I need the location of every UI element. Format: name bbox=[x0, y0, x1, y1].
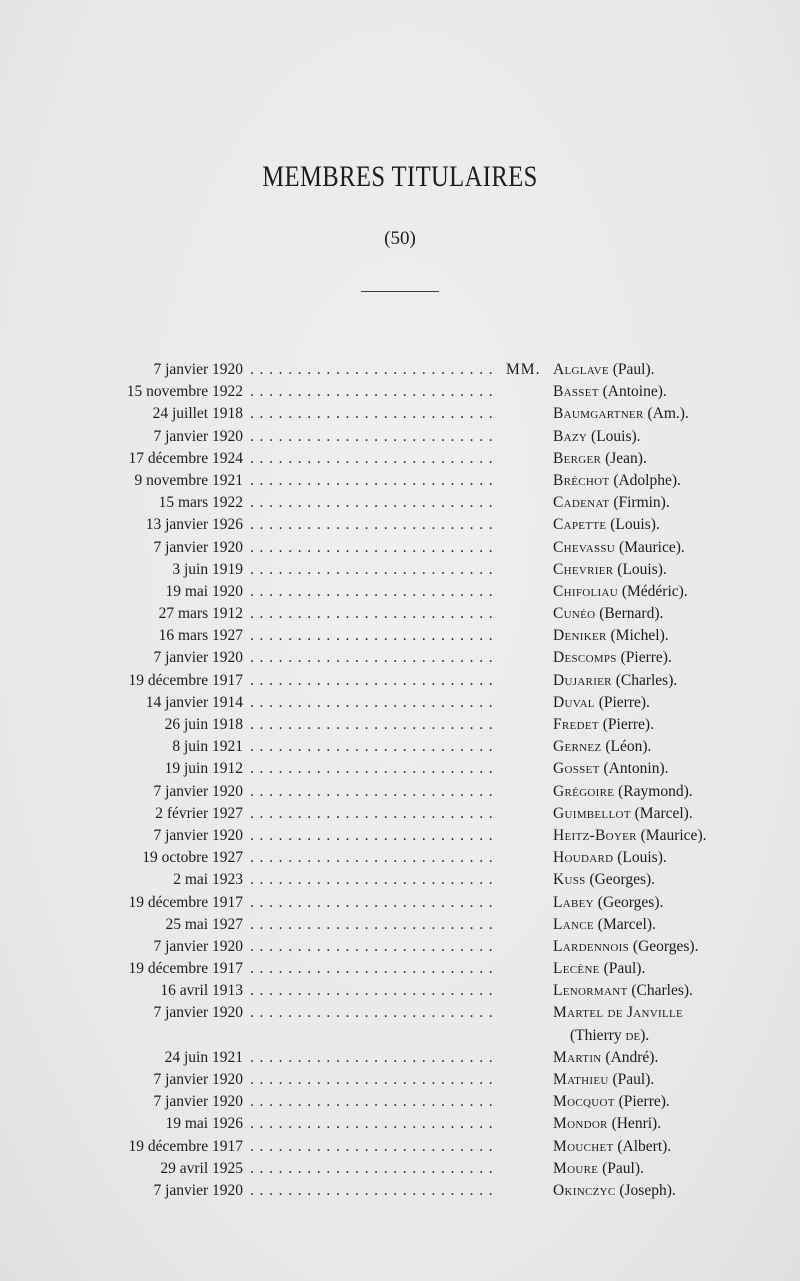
member-given-name: (Léon). bbox=[605, 738, 652, 756]
election-date: 8 juin 1921 bbox=[172, 738, 243, 756]
leader-dots bbox=[250, 914, 495, 936]
leader-dots bbox=[250, 869, 495, 891]
member-surname: Moure bbox=[553, 1159, 599, 1177]
election-date: 7 janvier 1920 bbox=[153, 1071, 243, 1088]
member-row bbox=[0, 647, 800, 669]
member-name bbox=[553, 403, 689, 425]
member-name bbox=[553, 958, 645, 980]
member-surname: Martin bbox=[553, 1048, 602, 1066]
member-name bbox=[553, 980, 693, 1002]
member-given-name: (Georges). bbox=[597, 893, 664, 911]
member-given-name: (Paul). bbox=[603, 960, 646, 978]
member-surname: Lenormant bbox=[553, 982, 628, 1000]
member-surname: Okinczyc bbox=[553, 1181, 616, 1199]
election-date: 7 janvier 1920 bbox=[153, 1093, 243, 1111]
member-name bbox=[553, 758, 669, 780]
member-row bbox=[0, 1069, 800, 1091]
member-row bbox=[0, 958, 800, 980]
member-surname: Grégoire bbox=[553, 782, 615, 800]
member-row bbox=[0, 1002, 800, 1044]
member-row bbox=[0, 448, 800, 470]
member-name bbox=[553, 781, 693, 803]
member-name bbox=[553, 714, 654, 736]
election-date: 3 juin 1919 bbox=[172, 560, 243, 578]
member-name bbox=[553, 625, 669, 647]
member-name bbox=[553, 470, 681, 492]
member-name bbox=[553, 603, 663, 625]
member-given-name: (Pierre). bbox=[602, 716, 654, 733]
member-given-name: (Charles). bbox=[615, 671, 678, 689]
leader-dots bbox=[250, 1091, 495, 1113]
member-row bbox=[0, 470, 800, 492]
member-name bbox=[553, 936, 698, 958]
member-given-name: (Michel). bbox=[610, 627, 669, 645]
member-row bbox=[0, 381, 800, 403]
election-date: 16 mars 1927 bbox=[158, 627, 243, 645]
election-date: 24 juillet 1918 bbox=[152, 405, 243, 423]
leader-dots bbox=[250, 1136, 495, 1158]
leader-dots bbox=[250, 1002, 495, 1024]
member-name bbox=[553, 492, 670, 514]
member-given-name: (Firmin). bbox=[613, 494, 670, 512]
member-given-name: (Maurice). bbox=[618, 538, 685, 556]
member-name bbox=[553, 914, 656, 936]
election-date: 7 janvier 1920 bbox=[153, 1181, 243, 1199]
member-given-name: (Henri). bbox=[611, 1115, 662, 1133]
member-row bbox=[0, 892, 800, 914]
member-row bbox=[0, 803, 800, 825]
member-name bbox=[553, 1047, 658, 1069]
member-name bbox=[553, 1091, 670, 1113]
election-date: 26 juin 1918 bbox=[164, 716, 243, 733]
member-name bbox=[553, 1113, 661, 1135]
member-given-name: (Adolphe). bbox=[613, 471, 681, 489]
election-date: 7 janvier 1920 bbox=[153, 826, 243, 844]
member-surname: Labey bbox=[553, 893, 594, 911]
member-surname: Chevrier bbox=[553, 560, 614, 578]
election-date: 19 décembre 1917 bbox=[128, 1137, 243, 1155]
member-name bbox=[553, 892, 663, 914]
member-surname: Basset bbox=[553, 383, 599, 401]
member-row bbox=[0, 492, 800, 514]
member-name bbox=[553, 1002, 683, 1024]
election-date: 25 mai 1927 bbox=[165, 915, 243, 933]
member-name bbox=[553, 537, 685, 559]
member-row bbox=[0, 1180, 800, 1202]
member-given-name: (Jean). bbox=[605, 449, 647, 467]
member-surname: Baumgartner bbox=[553, 405, 644, 423]
member-name bbox=[553, 692, 650, 714]
leader-dots bbox=[250, 514, 495, 536]
election-date: 7 janvier 1920 bbox=[153, 427, 243, 445]
member-given-name: (Paul). bbox=[602, 1159, 644, 1177]
leader-dots bbox=[250, 603, 495, 625]
member-given-name: (Marcel). bbox=[634, 804, 693, 822]
member-row bbox=[0, 847, 800, 869]
member-row bbox=[0, 670, 800, 692]
divider-rule bbox=[361, 291, 439, 292]
member-row bbox=[0, 914, 800, 936]
leader-dots bbox=[250, 736, 495, 758]
member-surname: Mathieu bbox=[553, 1071, 609, 1088]
election-date: 24 juin 1921 bbox=[164, 1048, 243, 1066]
member-given-name: (Pierre). bbox=[618, 1093, 670, 1111]
election-date: 13 janvier 1926 bbox=[145, 516, 243, 534]
member-given-name: (Médéric). bbox=[621, 582, 688, 600]
leader-dots bbox=[250, 803, 495, 825]
leader-dots bbox=[250, 492, 495, 514]
member-surname: Duval bbox=[553, 693, 595, 711]
member-row bbox=[0, 625, 800, 647]
leader-dots bbox=[250, 1047, 495, 1069]
member-given-name: (Albert). bbox=[617, 1137, 672, 1155]
election-date: 7 janvier 1920 bbox=[153, 782, 243, 800]
leader-dots bbox=[250, 892, 495, 914]
member-name bbox=[553, 381, 667, 403]
election-date: 19 décembre 1917 bbox=[128, 893, 243, 911]
leader-dots bbox=[250, 537, 495, 559]
leader-dots bbox=[250, 714, 495, 736]
member-surname: Chevassu bbox=[553, 538, 616, 556]
member-row bbox=[0, 736, 800, 758]
member-name bbox=[553, 1069, 654, 1091]
leader-dots bbox=[250, 980, 495, 1002]
member-row bbox=[0, 692, 800, 714]
member-given-name: (Antoine). bbox=[602, 383, 667, 401]
member-row bbox=[0, 825, 800, 847]
leader-dots bbox=[250, 1069, 495, 1091]
leader-dots bbox=[250, 781, 495, 803]
member-surname: Descomps bbox=[553, 649, 617, 667]
member-surname: Cadenat bbox=[553, 494, 610, 512]
member-surname: Cunéo bbox=[553, 605, 596, 623]
member-name bbox=[553, 448, 647, 470]
member-name bbox=[553, 803, 693, 825]
member-given-name: (Am.). bbox=[647, 405, 689, 423]
member-surname: Bazy bbox=[553, 427, 588, 445]
member-surname: Gernez bbox=[553, 738, 602, 756]
member-given-name: (Marcel). bbox=[597, 915, 656, 933]
member-given-name: (Charles). bbox=[631, 982, 693, 1000]
member-given-name: (Pierre). bbox=[598, 693, 650, 711]
leader-dots bbox=[250, 448, 495, 470]
member-given-name: (Antonin). bbox=[603, 760, 669, 778]
member-row bbox=[0, 537, 800, 559]
member-surname: Gosset bbox=[553, 760, 600, 778]
member-row bbox=[0, 1047, 800, 1069]
member-name bbox=[553, 359, 655, 381]
member-surname: Houdard bbox=[553, 849, 614, 867]
member-row bbox=[0, 781, 800, 803]
continuation-end: ). bbox=[640, 1026, 650, 1044]
election-date: 19 décembre 1917 bbox=[128, 671, 243, 689]
member-row bbox=[0, 758, 800, 780]
leader-dots bbox=[250, 825, 495, 847]
member-name bbox=[553, 1180, 676, 1202]
member-surname: Dujarier bbox=[553, 671, 612, 689]
election-date: 2 février 1927 bbox=[155, 804, 243, 822]
leader-dots bbox=[250, 1158, 495, 1180]
leader-dots bbox=[250, 559, 495, 581]
member-row bbox=[0, 403, 800, 425]
election-date: 17 décembre 1924 bbox=[128, 449, 243, 467]
member-name bbox=[553, 647, 672, 669]
member-row bbox=[0, 581, 800, 603]
member-name bbox=[553, 670, 677, 692]
member-surname: Mondor bbox=[553, 1115, 608, 1133]
member-given-name: (Maurice). bbox=[640, 826, 707, 844]
member-name bbox=[553, 847, 667, 869]
election-date: 9 novembre 1921 bbox=[134, 471, 243, 489]
leader-dots bbox=[250, 426, 495, 448]
election-date: 19 octobre 1927 bbox=[142, 849, 243, 867]
member-row bbox=[0, 1136, 800, 1158]
page-title: MEMBRES TITULAIRES bbox=[262, 160, 538, 193]
election-date: 19 mai 1926 bbox=[165, 1115, 243, 1133]
member-row bbox=[0, 869, 800, 891]
member-name bbox=[553, 559, 667, 581]
leader-dots bbox=[250, 1113, 495, 1135]
leader-dots bbox=[250, 470, 495, 492]
member-given-name: (Paul). bbox=[612, 361, 655, 378]
election-date: 7 janvier 1920 bbox=[153, 937, 243, 955]
leader-dots bbox=[250, 958, 495, 980]
leader-dots bbox=[250, 359, 495, 381]
member-row bbox=[0, 514, 800, 536]
election-date: 16 avril 1913 bbox=[160, 982, 243, 1000]
member-row bbox=[0, 1091, 800, 1113]
member-given-name: (André). bbox=[605, 1048, 659, 1066]
member-given-name: (Louis). bbox=[610, 516, 660, 534]
election-date: 19 décembre 1917 bbox=[128, 960, 243, 978]
member-surname: Alglave bbox=[553, 361, 609, 378]
member-given-name: (Georges). bbox=[589, 871, 656, 889]
member-surname: Chifoliau bbox=[553, 582, 618, 600]
members-list bbox=[0, 359, 800, 1202]
election-date: 15 mars 1922 bbox=[158, 494, 243, 512]
member-row bbox=[0, 936, 800, 958]
member-given-name: (Louis). bbox=[617, 560, 667, 578]
election-date: 2 mai 1923 bbox=[173, 871, 243, 889]
member-surname: Fredet bbox=[553, 716, 599, 733]
member-name bbox=[553, 581, 688, 603]
member-name bbox=[553, 514, 660, 536]
member-name-continuation bbox=[570, 1025, 649, 1047]
member-row bbox=[0, 714, 800, 736]
leader-dots bbox=[250, 403, 495, 425]
member-given-name: (Louis). bbox=[617, 849, 667, 867]
member-name bbox=[553, 1158, 644, 1180]
member-name bbox=[553, 869, 655, 891]
leader-dots bbox=[250, 381, 495, 403]
continuation-spacer bbox=[0, 1025, 800, 1047]
member-surname: Lecène bbox=[553, 960, 600, 978]
member-name bbox=[553, 426, 641, 448]
member-given-name: (Bernard). bbox=[599, 605, 664, 623]
member-row bbox=[0, 1113, 800, 1135]
member-given-name: (Raymond). bbox=[618, 782, 693, 800]
member-row bbox=[0, 426, 800, 448]
member-surname: Deniker bbox=[553, 627, 607, 645]
election-date: 7 janvier 1920 bbox=[153, 649, 243, 667]
continuation-given: (Thierry bbox=[570, 1026, 626, 1044]
member-surname: Bréchot bbox=[553, 471, 610, 489]
honorific-prefix: MM. bbox=[506, 361, 541, 378]
member-given-name: (Louis). bbox=[591, 427, 641, 445]
leader-dots bbox=[250, 581, 495, 603]
leader-dots bbox=[250, 1180, 495, 1202]
member-row bbox=[0, 980, 800, 1002]
member-given-name: (Joseph). bbox=[619, 1181, 676, 1199]
member-surname: Heitz-Boyer bbox=[553, 826, 637, 844]
member-surname: Berger bbox=[553, 449, 602, 467]
member-row bbox=[0, 359, 800, 381]
leader-dots bbox=[250, 936, 495, 958]
leader-dots bbox=[250, 647, 495, 669]
leader-dots bbox=[250, 692, 495, 714]
election-date: 15 novembre 1922 bbox=[126, 383, 243, 401]
election-date: 7 janvier 1920 bbox=[153, 1004, 243, 1022]
member-surname: Kuss bbox=[553, 871, 586, 889]
member-surname: Lance bbox=[553, 915, 594, 933]
election-date: 14 janvier 1914 bbox=[145, 693, 243, 711]
leader-dots bbox=[250, 847, 495, 869]
member-surname: Lardennois bbox=[553, 937, 630, 955]
member-surname: Martel de Janville bbox=[553, 1004, 684, 1022]
continuation-particle: de bbox=[625, 1026, 641, 1044]
member-surname: Mouchet bbox=[553, 1137, 614, 1155]
member-surname: Guimbellot bbox=[553, 804, 631, 822]
member-given-name: (Pierre). bbox=[620, 649, 672, 667]
election-date: 19 juin 1912 bbox=[164, 760, 243, 778]
member-given-name: (Georges). bbox=[632, 937, 699, 955]
member-surname: Capette bbox=[553, 516, 607, 534]
member-given-name: (Paul). bbox=[612, 1071, 655, 1088]
election-date: 29 avril 1925 bbox=[160, 1159, 243, 1177]
member-name bbox=[553, 825, 706, 847]
election-date: 7 janvier 1920 bbox=[153, 538, 243, 556]
member-name bbox=[553, 1136, 671, 1158]
member-count: (50) bbox=[384, 228, 416, 249]
election-date: 27 mars 1912 bbox=[158, 605, 243, 623]
election-date: 19 mai 1920 bbox=[165, 582, 243, 600]
member-name bbox=[553, 736, 651, 758]
member-row bbox=[0, 1158, 800, 1180]
member-surname: Mocquot bbox=[553, 1093, 615, 1111]
leader-dots bbox=[250, 670, 495, 692]
leader-dots bbox=[250, 758, 495, 780]
member-row bbox=[0, 559, 800, 581]
election-date: 7 janvier 1920 bbox=[153, 361, 243, 378]
leader-dots bbox=[250, 625, 495, 647]
member-row bbox=[0, 603, 800, 625]
